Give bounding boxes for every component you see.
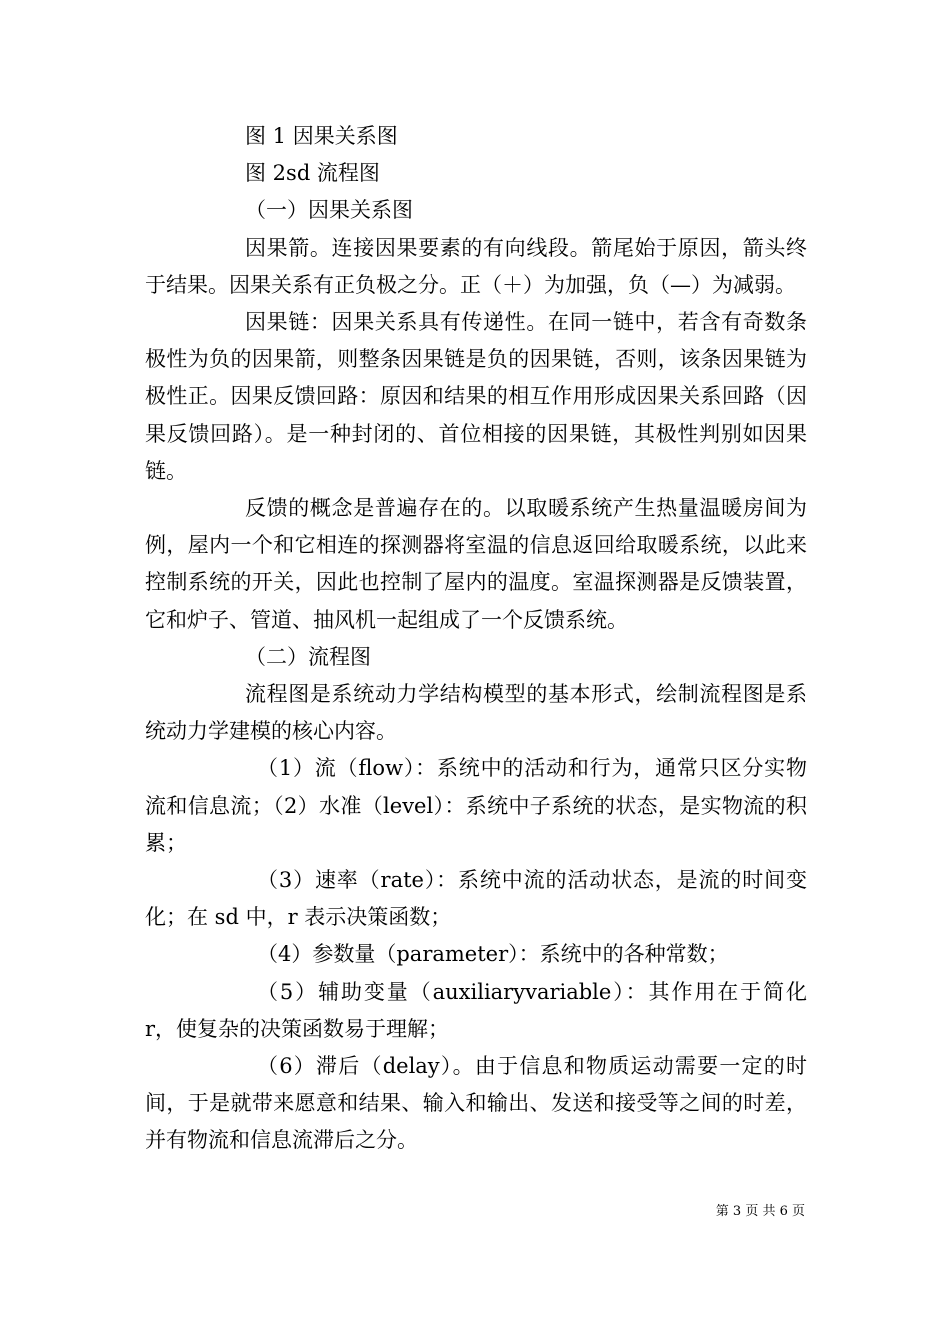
paragraph-feedback: 反馈的概念是普遍存在的。以取暖系统产生热量温暖房间为例，屋内一个和它相连的探测器将室温的信息返回给取暖系统，以此来控制系统的开关，因此也控制了屋内的温度。室温探测器是反馈装置，它和炉子、管道、抽风机一起组成了一个反馈系统。: [145, 496, 807, 632]
paragraph-item-delay: （6）滞后（delay）。由于信息和物质运动需要一定的时间，于是就带来愿意和结果、输入和输出、发送和接受等之间的时差，并有物流和信息流滞后之分。: [145, 1054, 807, 1153]
paragraph-flowchart-intro: 流程图是系统动力学结构模型的基本形式，绘制流程图是系统动力学建模的核心内容。: [145, 682, 807, 744]
section-heading-flowchart: （二）流程图: [245, 644, 371, 669]
paragraph-causal-chain: 因果链：因果关系具有传递性。在同一链中，若含有奇数条极性为负的因果箭，则整条因果链是负的因果链，否则，该条因果链为极性正。因果反馈回路：原因和结果的相互作用形成因果关系回路（因果反馈回路）。是一种封闭的、首位相接的因果链，其极性判别如因果链。: [145, 310, 807, 483]
figure-caption-2: 图 2sd 流程图: [245, 161, 380, 186]
paragraph-item-parameter: （4）参数量（parameter）：系统中的各种常数；: [257, 942, 729, 967]
figure-caption-1: 图 1 因果关系图: [245, 124, 398, 148]
document-body: [145, 118, 807, 1160]
paragraph-item-flow-level: （1）流（flow）：系统中的活动和行为，通常只区分实物流和信息流；（2）水准（level）：系统中子系统的状态，是实物流的积累；: [145, 756, 807, 855]
section-heading-causal-diagram: （一）因果关系图: [245, 198, 413, 223]
paragraph-causal-arrow: 因果箭。连接因果要素的有向线段。箭尾始于原因，箭头终于结果。因果关系有正负极之分。正（＋）为加强，负（—）为减弱。: [145, 235, 807, 297]
page-number-footer: 第 3 页 共 6 页: [715, 1204, 805, 1219]
paragraph-item-rate: （3）速率（rate）：系统中流的活动状态，是流的时间变化；在 sd 中，r 表示决策函数；: [145, 868, 807, 930]
paragraph-item-auxiliary-variable: （5）辅助变量（auxiliaryvariable）：其作用在于简化 r，使复杂的决策函数易于理解；: [145, 979, 807, 1041]
